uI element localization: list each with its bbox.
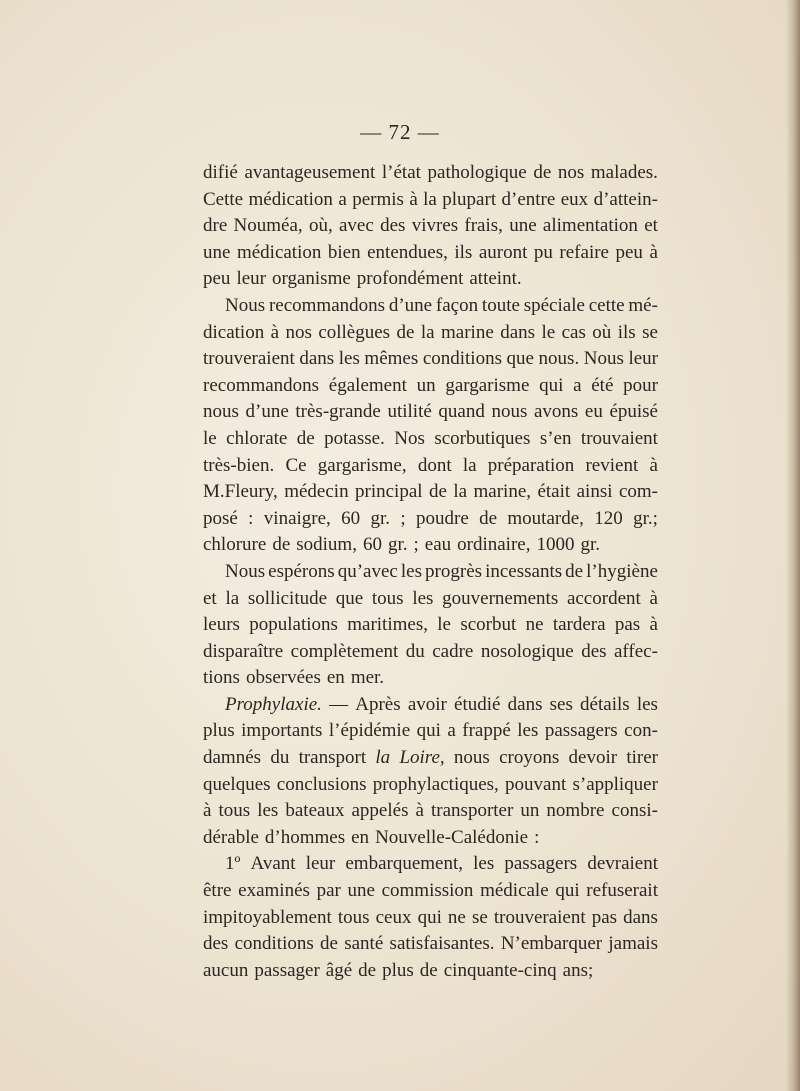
- text-line: posé : vinaigre, 60 gr. ; poudre de moutarde, 120 gr.;: [203, 507, 658, 529]
- text-line: damnés du transport la Loire, nous croyons devoir tirer: [203, 747, 658, 769]
- text-line: recommandons également un gargarisme qui a été pour: [203, 374, 658, 396]
- text-line: dérable d’hommes en Nouvelle-Calédonie :: [203, 826, 540, 848]
- text-line: une médication bien entendues, ils auront pu refaire peu à: [203, 241, 658, 263]
- text-line: aucun passager âgé de plus de cinquante-cinq ans;: [203, 959, 594, 981]
- text-line: très-bien. Ce gargarisme, dont la préparation revient à: [203, 454, 658, 476]
- text-line: Prophylaxie. — Après avoir étudié dans ses détails les: [203, 692, 658, 719]
- text-line: M.Fleury, médecin principal de la marine, était ainsi com-: [203, 481, 658, 503]
- text-line: tions observées en mer.: [203, 667, 385, 689]
- text-line: difié avantageusement l’état pathologique de nos malades.: [203, 162, 658, 183]
- body-text: [203, 160, 658, 984]
- text-line: 1º Avant leur embarquement, les passagers devraient: [225, 853, 658, 875]
- text-line: et la sollicitude que tous les gouvernements accordent à: [203, 587, 658, 609]
- text-line: être examinés par une commission médicale qui refuserait: [203, 880, 658, 902]
- text-line: le chlorate de potasse. Nos scorbutiques s’en trouvaient: [203, 427, 658, 449]
- text-line: des conditions de santé satisfaisantes. N’embarquer jamais: [203, 933, 658, 955]
- page-edge-shadow: [786, 0, 800, 1091]
- text-line: peu leur organisme profondément atteint.: [203, 268, 522, 290]
- text-line: à tous les bateaux appelés à transporter un nombre consi-: [203, 800, 658, 822]
- page-number: — 72 —: [360, 120, 440, 144]
- text-line: leurs populations maritimes, le scorbut ne tardera pas à: [203, 614, 658, 636]
- text-line: plus importants l’épidémie qui a frappé les passagers con-: [203, 720, 658, 742]
- text-line: quelques conclusions prophylactiques, pouvant s’appliquer: [203, 773, 658, 795]
- text-line: impitoyablement tous ceux qui ne se trouveraient pas dans: [203, 906, 658, 928]
- text-line: trouveraient dans les mêmes conditions que nous. Nous leur: [203, 348, 658, 370]
- text-line: chlorure de sodium, 60 gr. ; eau ordinaire, 1000 gr.: [203, 534, 600, 556]
- text-line: nous d’une très-grande utilité quand nous avons eu épuisé: [203, 401, 658, 423]
- text-line: Nous recommandons d’une façon toute spéciale cette mé-: [225, 294, 658, 316]
- text-line: Cette médication a permis à la plupart d’entre eux d’attein-: [203, 188, 658, 210]
- section-heading: Prophylaxie.: [225, 693, 322, 715]
- text-line: dication à nos collègues de la marine dans le cas où ils se: [203, 321, 658, 343]
- text-line: disparaître complètement du cadre nosologique des affec-: [203, 640, 658, 662]
- text-line: Nous espérons qu’avec les progrès incessants de l’hygiène: [225, 560, 658, 582]
- text-line: dre Nouméa, où, avec des vivres frais, une alimentation et: [203, 215, 658, 237]
